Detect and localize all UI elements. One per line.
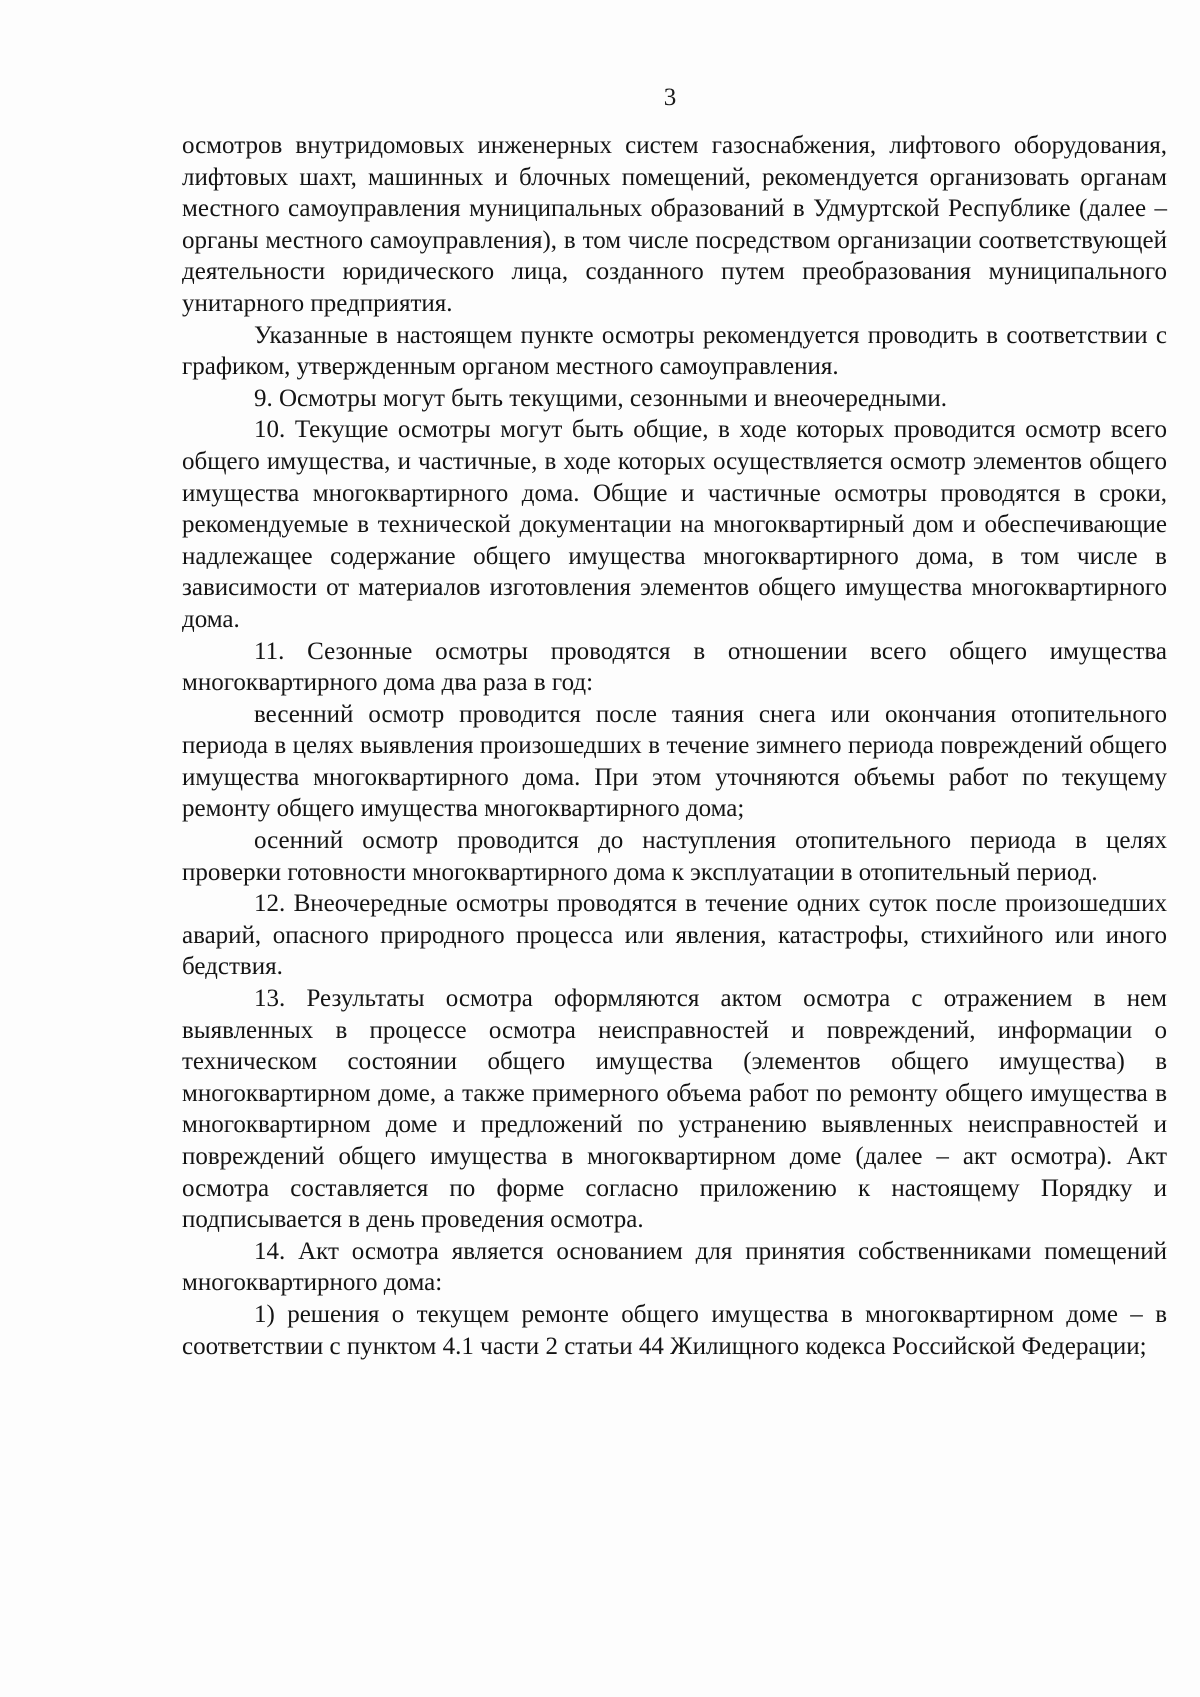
paragraph-item-11: 11. Сезонные осмотры проводятся в отношении всего общего имущества многоквартирного дома два раза в год: [182, 637, 1167, 697]
paragraph-item-9: 9. Осмотры могут быть текущими, сезонными и внеочередными. [254, 384, 947, 412]
paragraph-autumn-inspection: осенний осмотр проводится до наступления отопительного периода в целях проверки готовности многоквартирного дома к эксплуатации в отопительный период. [182, 827, 1167, 886]
paragraph-subitem-1: 1) решения о текущем ремонте общего имущества в многоквартирном доме – в соответствии с пунктом 4.1 части 2 статьи 44 Жилищного кодекса Российской Федерации; [182, 1300, 1167, 1360]
document-body [182, 130, 1167, 1362]
paragraph-item-14: 14. Акт осмотра является основанием для принятия собственниками помещений многоквартирного дома: [182, 1237, 1167, 1297]
paragraph-schedule: Указанные в настоящем пункте осмотры рекомендуется проводить в соответствии с графиком, утвержденным органом местного самоуправления. [182, 321, 1167, 381]
page-number: 3 [663, 84, 677, 111]
paragraph-item-10: 10. Текущие осмотры могут быть общие, в ходе которых проводится осмотр всего общего имущества, и частичные, в ходе которых осуществляется осмотр элементов общего имущества многоквартирного дома. Общие и частичные осмотры проводятся в сроки, рекомендуемые в технической документации на многоквартирный дом и обеспечивающие надлежащее содержание общего имущества многоквартирного дома, в том числе в зависимости от материалов изготовления элементов общего имущества многоквартирного дома. [182, 416, 1167, 633]
paragraph-spring-inspection: весенний осмотр проводится после таяния снега или окончания отопительного периода в целях выявления произошедших в течение зимнего периода повреждений общего имущества многоквартирного дома. При этом уточняются объемы работ по текущему ремонту общего имущества многоквартирного дома; [182, 700, 1167, 823]
paragraph-continuation: осмотров внутридомовых инженерных систем газоснабжения, лифтового оборудования, лифтовых шахт, машинных и блочных помещений, рекомендуется организовать органам местного самоуправления муниципальных образований в Удмуртской Республике (далее – органы местного самоуправления), в том числе посредством организации соответствующей деятельности юридического лица, созданного путем преобразования муниципального унитарного предприятия. [182, 132, 1167, 317]
paragraph-item-13: 13. Результаты осмотра оформляются актом осмотра с отражением в нем выявленных в процессе осмотра неисправностей и повреждений, информации о техническом состоянии общего имущества (элементов общего имущества) в многоквартирном доме, а также примерного объема работ по ремонту общего имущества в многоквартирном доме и предложений по устранению выявленных неисправностей и повреждений общего имущества в многоквартирном доме (далее – акт осмотра). Акт осмотра составляется по форме согласно приложению к настоящему Порядку и подписывается в день проведения осмотра. [182, 985, 1167, 1234]
paragraph-item-12: 12. Внеочередные осмотры проводятся в течение одних суток после произошедших аварий, опасного природного процесса или явления, катастрофы, стихийного или иного бедствия. [182, 890, 1167, 981]
